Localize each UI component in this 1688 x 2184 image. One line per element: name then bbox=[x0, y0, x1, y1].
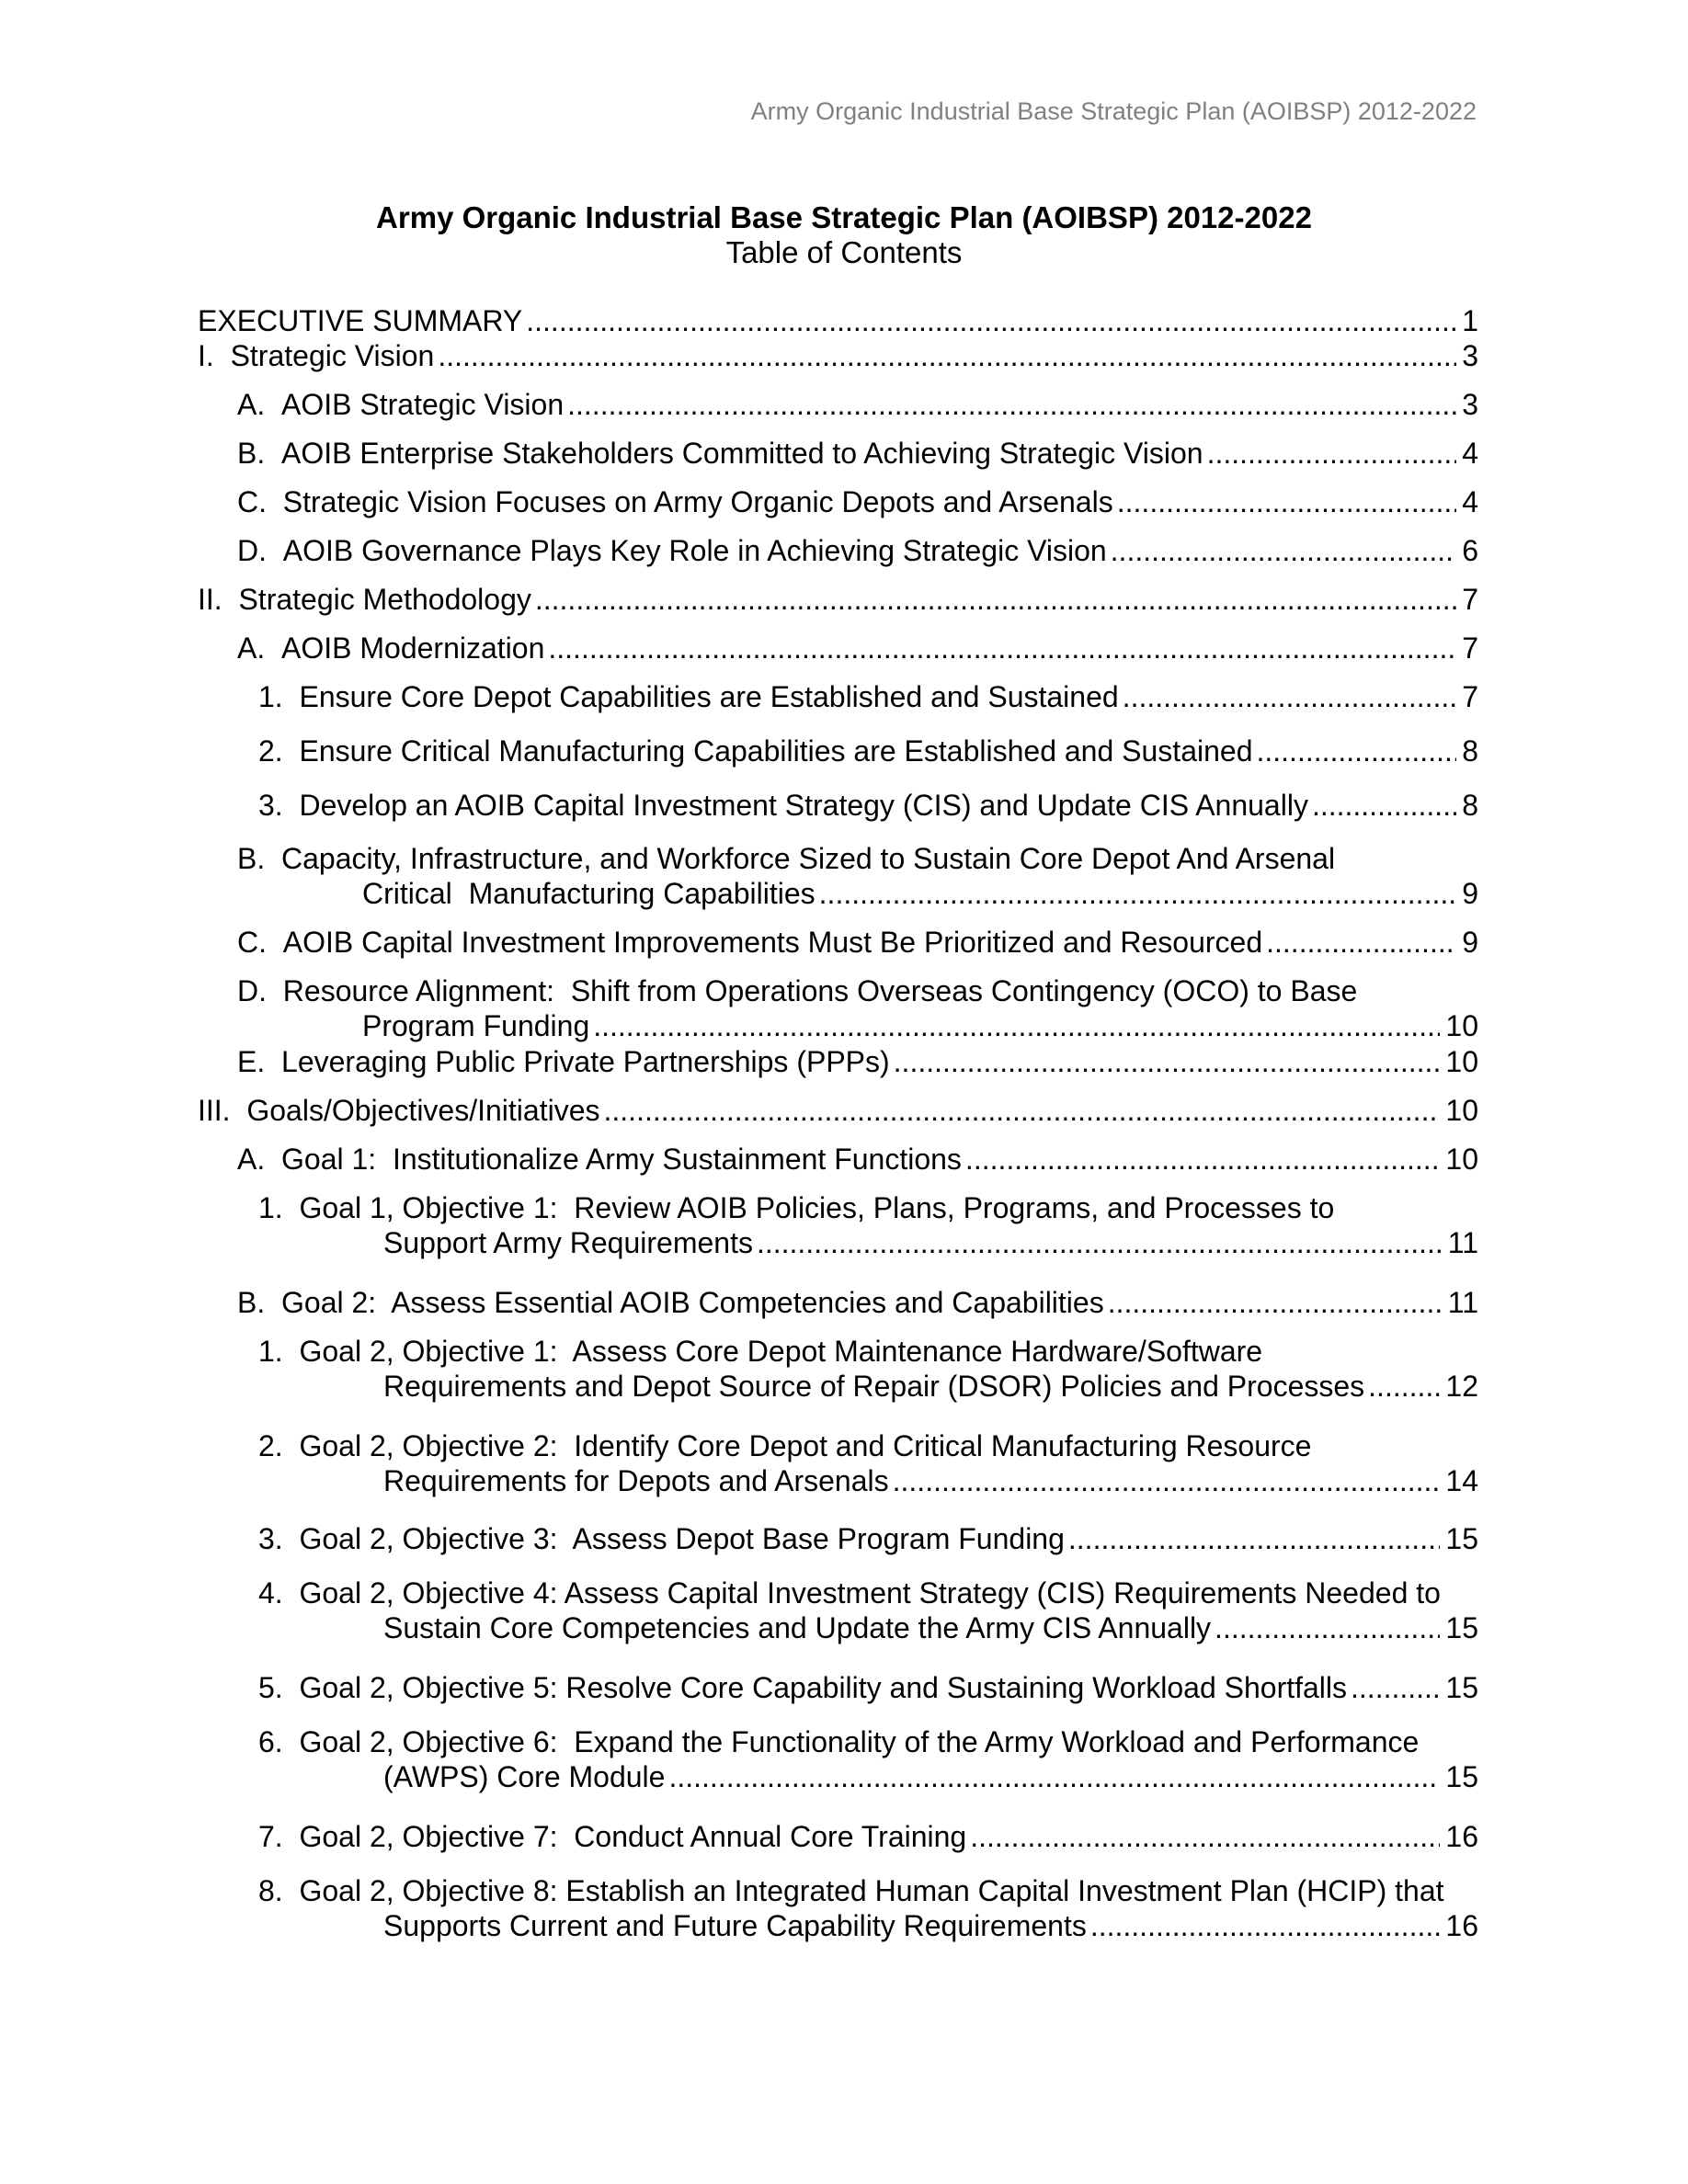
toc-entry-number: 6. bbox=[258, 1725, 300, 1758]
toc-leader-dots bbox=[1312, 788, 1456, 823]
toc-entry-title: EXECUTIVE SUMMARY bbox=[198, 304, 523, 337]
toc-heading: Table of Contents bbox=[725, 235, 963, 269]
toc-leader-dots bbox=[970, 1819, 1440, 1854]
toc-entry[interactable] bbox=[258, 1334, 1478, 1404]
toc-entry-number: 5. bbox=[258, 1671, 300, 1704]
toc-page-number: 15 bbox=[1445, 1611, 1478, 1644]
toc-leader-dots bbox=[526, 303, 1456, 338]
toc-page-number: 16 bbox=[1445, 1820, 1478, 1853]
toc-entry[interactable] bbox=[258, 788, 1478, 823]
toc-leader-dots bbox=[567, 387, 1456, 422]
toc-leader-dots bbox=[535, 582, 1456, 617]
toc-entry[interactable] bbox=[198, 582, 1478, 617]
toc-page-number: 8 bbox=[1462, 734, 1478, 768]
toc-page-number: 3 bbox=[1462, 339, 1478, 372]
toc-entry[interactable] bbox=[198, 1093, 1478, 1128]
toc-page-number: 16 bbox=[1445, 1909, 1478, 1942]
toc-entry[interactable] bbox=[237, 841, 1478, 911]
toc-page-number: 15 bbox=[1445, 1671, 1478, 1704]
toc-entry-number: 7. bbox=[258, 1820, 300, 1853]
toc-leader-dots bbox=[819, 876, 1457, 911]
toc-leader-dots bbox=[668, 1759, 1440, 1794]
toc-leader-dots bbox=[1123, 679, 1457, 714]
toc-entry-title: Ensure Critical Manufacturing Capabilities are Established and Sustained bbox=[299, 734, 1253, 768]
toc-page-number: 10 bbox=[1445, 1143, 1478, 1176]
toc-entry-title: AOIB Enterprise Stakeholders Committed to Achieving Strategic Vision bbox=[281, 437, 1203, 470]
toc-leader-dots bbox=[1368, 1369, 1440, 1404]
toc-entry-number: III. bbox=[198, 1094, 247, 1127]
toc-entry-number: 2. bbox=[258, 734, 300, 768]
toc-entry-title-continued: Program Funding bbox=[362, 1009, 590, 1042]
toc-entry[interactable] bbox=[258, 1670, 1478, 1705]
toc-entry[interactable] bbox=[258, 1521, 1478, 1556]
toc-entry-number: 8. bbox=[258, 1874, 300, 1907]
toc-page-number: 7 bbox=[1462, 631, 1478, 665]
toc-entry-title: Goal 2, Objective 4: Assess Capital Investment Strategy (CIS) Requirements Needed to bbox=[299, 1576, 1441, 1610]
toc-entry[interactable] bbox=[237, 1142, 1478, 1177]
toc-page-number: 14 bbox=[1445, 1464, 1478, 1497]
toc-entry[interactable] bbox=[237, 1285, 1478, 1320]
toc-entry-number: B. bbox=[237, 842, 282, 875]
toc-entry[interactable] bbox=[198, 338, 1478, 373]
toc-leader-dots bbox=[1215, 1610, 1440, 1645]
toc-entry-title: AOIB Capital Investment Improvements Must Be Prioritized and Resourced bbox=[282, 926, 1263, 959]
toc-entry-title: Goal 2, Objective 7: Conduct Annual Core Training bbox=[299, 1820, 967, 1853]
toc-entry[interactable] bbox=[237, 387, 1478, 422]
toc-entry[interactable] bbox=[258, 734, 1478, 768]
toc-entry[interactable] bbox=[258, 1873, 1478, 1943]
toc-entry[interactable] bbox=[237, 973, 1478, 1043]
toc-leader-dots bbox=[548, 631, 1456, 665]
toc-entry-number: I. bbox=[198, 339, 231, 372]
toc-leader-dots bbox=[1068, 1521, 1441, 1556]
toc-page-number: 7 bbox=[1462, 583, 1478, 616]
toc-page-number: 7 bbox=[1462, 680, 1478, 713]
toc-entry[interactable] bbox=[258, 1190, 1478, 1260]
toc-page-number: 4 bbox=[1462, 485, 1478, 518]
toc-entry-title-continued: Requirements and Depot Source of Repair (DSOR) Policies and Processes bbox=[383, 1370, 1365, 1403]
toc-entry-title: Goals/Objectives/Initiatives bbox=[246, 1094, 600, 1127]
toc-page-number: 6 bbox=[1462, 534, 1478, 567]
toc-entry-title-continued: Requirements for Depots and Arsenals bbox=[383, 1464, 889, 1497]
toc-entry-number: 3. bbox=[258, 1522, 300, 1555]
toc-leader-dots bbox=[757, 1225, 1443, 1260]
toc-entry-title-continued: (AWPS) Core Module bbox=[383, 1760, 666, 1793]
toc-entry-number: 1. bbox=[258, 1191, 300, 1224]
toc-entry-title: Goal 1, Objective 1: Review AOIB Policies, Plans, Programs, and Processes to bbox=[299, 1191, 1335, 1224]
toc-leader-dots bbox=[604, 1093, 1441, 1128]
toc-entry-number: C. bbox=[237, 926, 283, 959]
toc-entry-number: 2. bbox=[258, 1429, 300, 1462]
toc-leader-dots bbox=[1117, 484, 1456, 519]
toc-entry[interactable] bbox=[258, 1724, 1478, 1794]
toc-entry-number: 4. bbox=[258, 1576, 300, 1610]
running-header: Army Organic Industrial Base Strategic Plan (AOIBSP) 2012-2022 bbox=[750, 97, 1477, 125]
toc-leader-dots bbox=[965, 1142, 1440, 1177]
toc-entry-number: B. bbox=[237, 437, 282, 470]
toc-entry[interactable] bbox=[258, 679, 1478, 714]
document-title: Army Organic Industrial Base Strategic Plan (AOIBSP) 2012-2022 bbox=[376, 200, 1312, 234]
toc-entry[interactable] bbox=[237, 1044, 1478, 1079]
toc-leader-dots bbox=[1108, 1285, 1443, 1320]
toc-entry-title: Resource Alignment: Shift from Operations Overseas Contingency (OCO) to Base bbox=[282, 974, 1358, 1007]
toc-page-number: 4 bbox=[1462, 437, 1478, 470]
toc-entry-number: A. bbox=[237, 631, 282, 665]
toc-leader-dots bbox=[1207, 436, 1457, 471]
toc-entry[interactable] bbox=[198, 303, 1478, 338]
toc-entry[interactable] bbox=[258, 1819, 1478, 1854]
toc-entry-title: Ensure Core Depot Capabilities are Established and Sustained bbox=[299, 680, 1119, 713]
toc-leader-dots bbox=[593, 1008, 1440, 1043]
toc-entry-title-continued: Support Army Requirements bbox=[383, 1226, 753, 1259]
toc-leader-dots bbox=[1111, 533, 1457, 568]
toc-entry[interactable] bbox=[237, 533, 1478, 568]
toc-entry-title: Goal 2, Objective 8: Establish an Integrated Human Capital Investment Plan (HCIP) that bbox=[299, 1874, 1444, 1907]
toc-entry-title: Goal 2: Assess Essential AOIB Competencies and Capabilities bbox=[281, 1286, 1104, 1319]
toc-page-number: 10 bbox=[1445, 1009, 1478, 1042]
toc-entry-title: Develop an AOIB Capital Investment Strategy (CIS) and Update CIS Annually bbox=[299, 789, 1308, 822]
toc-entry[interactable] bbox=[237, 925, 1478, 960]
toc-entry-number: A. bbox=[237, 1143, 282, 1176]
toc-entry-number: II. bbox=[198, 583, 239, 616]
toc-page-number: 9 bbox=[1462, 877, 1478, 910]
toc-entry-title: Strategic Vision Focuses on Army Organic Depots and Arsenals bbox=[282, 485, 1113, 518]
toc-page-number: 15 bbox=[1445, 1522, 1478, 1555]
toc-entry-title-continued: Supports Current and Future Capability Requirements bbox=[383, 1909, 1087, 1942]
toc-page-number: 8 bbox=[1462, 789, 1478, 822]
toc-leader-dots bbox=[1351, 1670, 1440, 1705]
toc-entry-title: AOIB Modernization bbox=[281, 631, 545, 665]
toc-page-number: 11 bbox=[1447, 1286, 1478, 1319]
toc-page-number: 12 bbox=[1445, 1370, 1478, 1403]
toc-page-number: 10 bbox=[1445, 1045, 1478, 1078]
toc-entry[interactable] bbox=[237, 484, 1478, 519]
toc-entry-number: D. bbox=[237, 974, 283, 1007]
toc-entry[interactable] bbox=[258, 1575, 1478, 1645]
toc-entry-number: 3. bbox=[258, 789, 300, 822]
toc-leader-dots bbox=[894, 1044, 1441, 1079]
toc-page-number: 10 bbox=[1445, 1094, 1478, 1127]
toc-page-number: 11 bbox=[1447, 1226, 1478, 1259]
toc-entry-title: Strategic Methodology bbox=[238, 583, 531, 616]
toc-page-number: 9 bbox=[1462, 926, 1478, 959]
toc-entry-number: D. bbox=[237, 534, 283, 567]
toc-leader-dots bbox=[1266, 925, 1456, 960]
toc-entry-number: C. bbox=[237, 485, 283, 518]
toc-entry-number: 1. bbox=[258, 680, 300, 713]
toc-leader-dots bbox=[438, 338, 1456, 373]
toc-entry-title: Goal 2, Objective 3: Assess Depot Base Program Funding bbox=[299, 1522, 1065, 1555]
toc-entry-number: E. bbox=[237, 1045, 282, 1078]
toc-entry-title: Goal 1: Institutionalize Army Sustainment Functions bbox=[281, 1143, 962, 1176]
toc-page-number: 15 bbox=[1445, 1760, 1478, 1793]
toc-entry-title: Goal 2, Objective 5: Resolve Core Capability and Sustaining Workload Shortfalls bbox=[299, 1671, 1348, 1704]
toc-entry-number: 1. bbox=[258, 1335, 300, 1368]
toc-entry-title: Goal 2, Objective 2: Identify Core Depot and Critical Manufacturing Resource bbox=[299, 1429, 1312, 1462]
toc-page-number: 3 bbox=[1462, 388, 1478, 421]
toc-entry-title: AOIB Governance Plays Key Role in Achieving Strategic Vision bbox=[282, 534, 1107, 567]
toc-entry-title: AOIB Strategic Vision bbox=[281, 388, 565, 421]
toc-leader-dots bbox=[1090, 1908, 1441, 1943]
toc-entry-number: B. bbox=[237, 1286, 282, 1319]
toc-entry-title-continued: Critical Manufacturing Capabilities bbox=[362, 877, 815, 910]
toc-entry-title: Leveraging Public Private Partnerships (PPPs) bbox=[281, 1045, 890, 1078]
toc-leader-dots bbox=[893, 1463, 1441, 1498]
toc-entry[interactable] bbox=[237, 631, 1478, 665]
toc-entry-title: Strategic Vision bbox=[230, 339, 435, 372]
toc-page-number: 1 bbox=[1462, 304, 1478, 337]
toc-entry-title: Capacity, Infrastructure, and Workforce Sized to Sustain Core Depot And Arsenal bbox=[281, 842, 1336, 875]
toc-entry-number: A. bbox=[237, 388, 282, 421]
toc-entry-title: Goal 2, Objective 1: Assess Core Depot Maintenance Hardware/Software bbox=[299, 1335, 1263, 1368]
toc-entry[interactable] bbox=[258, 1428, 1478, 1498]
toc-entry-title-continued: Sustain Core Competencies and Update the Army CIS Annually bbox=[383, 1611, 1212, 1644]
toc-leader-dots bbox=[1256, 734, 1456, 768]
toc-entry-title: Goal 2, Objective 6: Expand the Functionality of the Army Workload and Performance bbox=[299, 1725, 1420, 1758]
toc-entry[interactable] bbox=[237, 436, 1478, 471]
